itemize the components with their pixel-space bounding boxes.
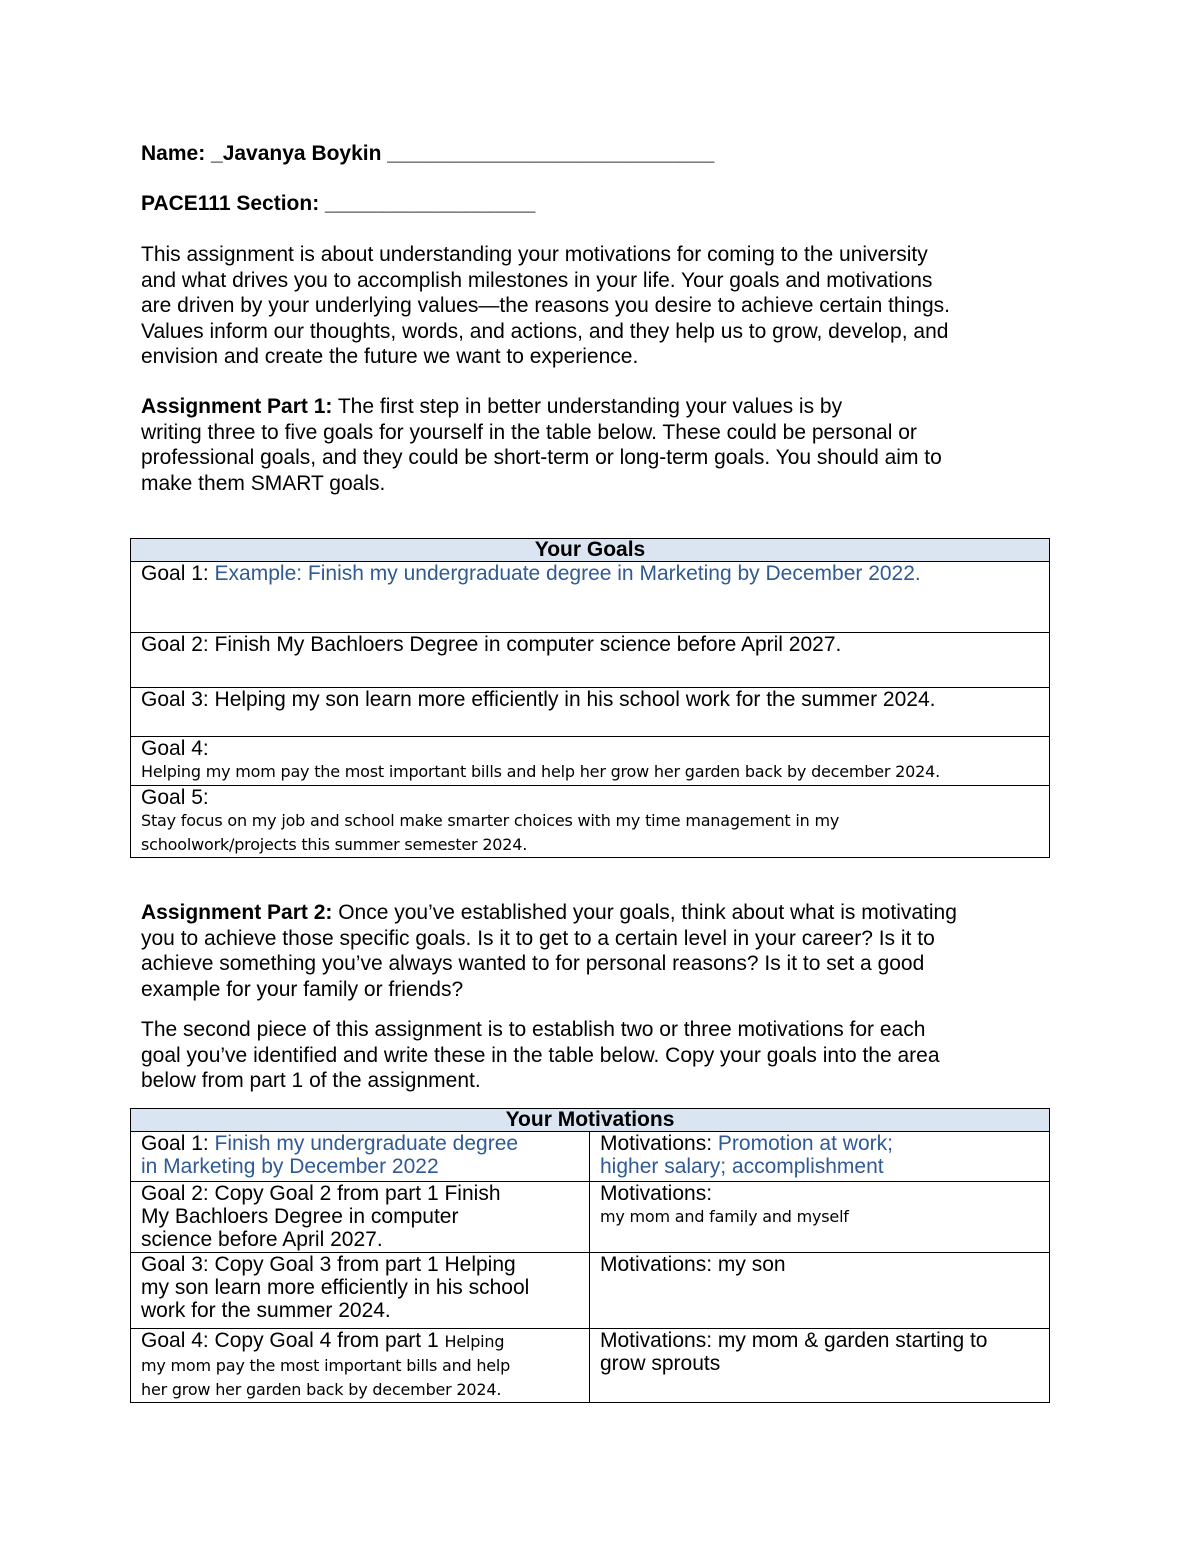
motivations-table xyxy=(130,1108,1050,1403)
motivation-goal-3-line: work for the summer 2024. xyxy=(141,1299,391,1322)
motivations-table-title: Your Motivations xyxy=(131,1109,1050,1132)
name-line: Name: _Javanya Boykin ____________________________ xyxy=(141,142,715,165)
part2-second-line: goal you’ve identified and write these in the table below. Copy your goals into the area xyxy=(141,1043,940,1067)
motivation-goal-3-line: Goal 3: Copy Goal 3 from part 1 Helping xyxy=(141,1253,516,1276)
part2-second-line: The second piece of this assignment is to establish two or three motivations for each xyxy=(141,1018,926,1041)
part2-line: you to achieve those specific goals. Is it to get to a certain level in your career? Is it to xyxy=(141,926,935,950)
part1-first-line xyxy=(141,394,1071,420)
part2-title: Assignment Part 2: xyxy=(141,901,333,924)
motivation-4-line: Motivations: my mom & garden starting to xyxy=(600,1329,988,1352)
motivation-goal-2-line: science before April 2027. xyxy=(141,1228,383,1251)
goal-5-cell xyxy=(131,786,1050,858)
goal-2-cell: Goal 2: Finish My Bachloers Degree in computer science before April 2027. xyxy=(131,633,1050,688)
motivation-1-text: higher salary; accomplishment xyxy=(600,1155,884,1178)
goal-5-label: Goal 5: xyxy=(141,786,209,809)
motivation-goal-4-line xyxy=(141,1329,579,1354)
motivation-goal-1-line xyxy=(141,1132,579,1155)
goal-4-label: Goal 4: xyxy=(141,737,209,760)
part2-paragraph xyxy=(141,900,1081,1002)
motivation-goal-4-text: my mom pay the most important bills and help xyxy=(141,1356,511,1375)
intro-line: are driven by your underlying values—the reasons you desire to achieve certain things. xyxy=(141,294,950,317)
goal-5-line: schoolwork/projects this summer semester 2024. xyxy=(141,835,528,854)
motivation-1-label: Motivations: xyxy=(600,1132,718,1155)
motivation-goal-4-text: Helping xyxy=(444,1332,505,1351)
goals-table xyxy=(130,538,1050,858)
intro-line: and what drives you to accomplish milestones in your life. Your goals and motivations xyxy=(141,268,933,292)
part1-title: Assignment Part 1: xyxy=(141,395,333,418)
motivation-1-line xyxy=(600,1132,1039,1155)
goal-5-line: Stay focus on my job and school make smarter choices with my time management in my xyxy=(141,811,840,830)
motivation-goal-1-label: Goal 1: xyxy=(141,1132,215,1155)
goals-table-title: Your Goals xyxy=(131,539,1050,562)
motivation-4-cell xyxy=(590,1329,1050,1403)
motivation-1-text: Promotion at work; xyxy=(717,1132,893,1155)
part1-paragraph xyxy=(141,394,1071,496)
part1-line: writing three to five goals for yourself in the table below. These could be personal or xyxy=(141,420,917,444)
intro-paragraph xyxy=(141,242,1071,370)
motivation-goal-1-text: in Marketing by December 2022 xyxy=(141,1155,439,1178)
goal-3-cell: Goal 3: Helping my son learn more efficiently in his school work for the summer 2024. xyxy=(131,688,1050,737)
motivation-2-label: Motivations: xyxy=(600,1182,713,1205)
goal-1-label: Goal 1: xyxy=(141,562,215,585)
motivation-goal-1-cell xyxy=(131,1132,590,1182)
motivation-goal-3-cell xyxy=(131,1253,590,1329)
part1-line: professional goals, and they could be short-term or long-term goals. You should aim to xyxy=(141,446,942,469)
intro-line: envision and create the future we want to experience. xyxy=(141,345,639,368)
part1-line: make them SMART goals. xyxy=(141,471,386,495)
motivation-goal-3-line: my son learn more efficiently in his school xyxy=(141,1276,530,1299)
part2-line: example for your family or friends? xyxy=(141,977,464,1001)
goal-1-cell xyxy=(131,562,1050,633)
motivation-goal-4-prefix: Goal 4: Copy Goal 4 from part 1 xyxy=(141,1329,445,1352)
intro-line: Values inform our thoughts, words, and actions, and they help us to grow, develop, and xyxy=(141,319,949,343)
motivation-goal-2-line: Goal 2: Copy Goal 2 from part 1 Finish xyxy=(141,1182,501,1205)
part2-line: achieve something you’ve always wanted to for personal reasons? Is it to set a good xyxy=(141,952,925,975)
motivation-goal-4-text: her grow her garden back by december 2024. xyxy=(141,1380,502,1399)
goal-4-cell xyxy=(131,737,1050,786)
part1-text: The first step in better understanding your values is by xyxy=(332,395,843,418)
motivation-4-line: grow sprouts xyxy=(600,1352,721,1375)
part2-first-line xyxy=(141,900,1081,926)
motivation-goal-2-line: My Bachloers Degree in computer xyxy=(141,1205,459,1228)
part2-second-line: below from part 1 of the assignment. xyxy=(141,1069,481,1092)
part2-second-paragraph xyxy=(141,1017,1071,1094)
motivation-goal-4-cell xyxy=(131,1329,590,1403)
motivation-2-text: my mom and family and myself xyxy=(600,1207,849,1226)
goal-1-example: Example: Finish my undergraduate degree in Marketing by December 2022. xyxy=(214,562,921,585)
goal-4-text: Helping my mom pay the most important bills and help her grow her garden back by december 2024. xyxy=(141,762,940,781)
part2-text: Once you’ve established your goals, think about what is motivating xyxy=(332,901,957,924)
intro-line: This assignment is about understanding your motivations for coming to the university xyxy=(141,243,928,266)
section-line: PACE111 Section: __________________ xyxy=(141,192,536,215)
motivation-1-cell xyxy=(590,1132,1050,1182)
motivation-3-cell: Motivations: my son xyxy=(590,1253,1050,1329)
motivation-goal-2-cell xyxy=(131,1182,590,1253)
motivation-2-cell xyxy=(590,1182,1050,1253)
motivation-goal-1-text: Finish my undergraduate degree xyxy=(214,1132,519,1155)
